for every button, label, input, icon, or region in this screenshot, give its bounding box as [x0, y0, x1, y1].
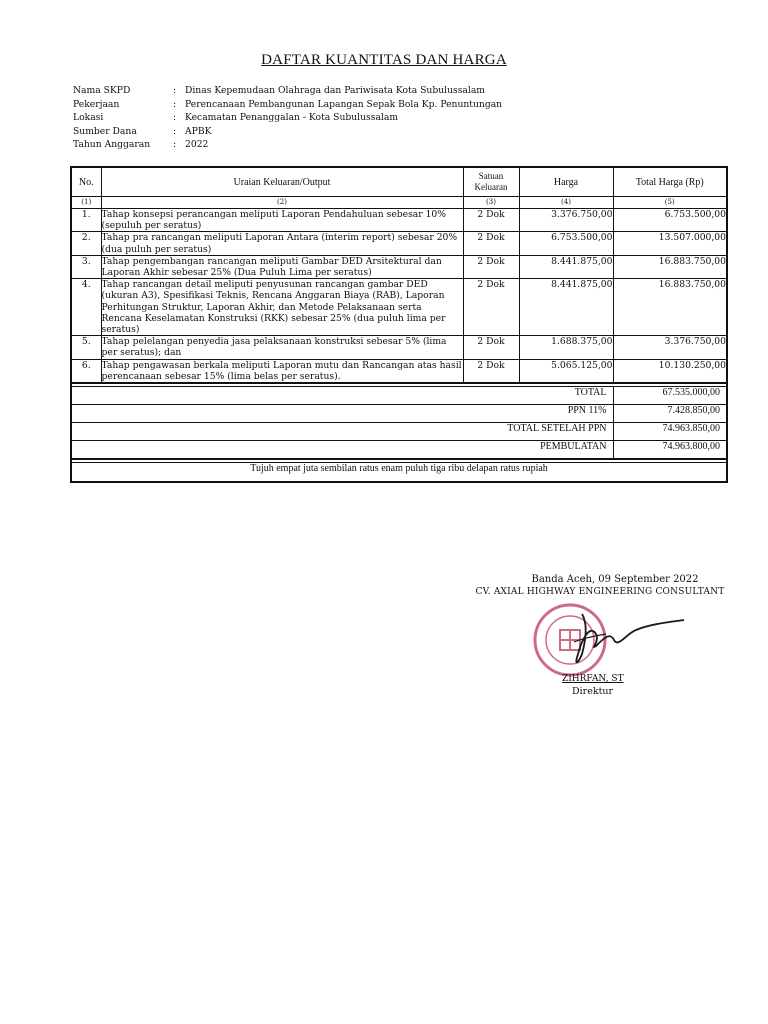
project-info — [73, 84, 502, 152]
info-row-skpd — [73, 84, 502, 98]
info-value: Dinas Kepemudaan Olahraga dan Pariwisata Kota Subulussalam — [185, 85, 486, 96]
table-row — [71, 336, 727, 359]
column-number: (2) — [101, 197, 463, 209]
table-row — [71, 209, 727, 232]
row-number: 5. — [71, 336, 101, 359]
row-unit: 2 Dok — [463, 209, 519, 232]
info-value: 2022 — [185, 139, 209, 150]
row-total: 3.376.750,00 — [613, 336, 727, 359]
header-unit: Satuan Keluaran — [463, 167, 519, 197]
row-description: Tahap pra rancangan meliputi Laporan Antara (interim report) sebesar 20% (dua puluh per seratus) — [101, 232, 463, 255]
row-description: Tahap rancangan detail meliputi penyusunan rancangan gambar DED (ukuran A3), Spesifikasi Teknis, Rencana Anggaran Biaya (RAB), Laporan Perhitungan Struktur, Laporan Akhir, dan Metode Pelaksanaan serta Rencana Keselamatan Konstruksi (RKK) sebesar 25% (dua puluh lima per seratus) — [101, 279, 463, 336]
info-label: Pekerjaan — [73, 98, 120, 110]
summary-row-total-after-ppn — [71, 423, 727, 441]
amount-in-words-row — [71, 463, 727, 483]
header-total: Total Harga (Rp) — [613, 167, 727, 197]
info-separator: : — [173, 125, 177, 137]
row-total: 16.883.750,00 — [613, 255, 727, 278]
column-number: (1) — [71, 197, 101, 209]
row-number: 4. — [71, 279, 101, 336]
row-total: 13.507.000,00 — [613, 232, 727, 255]
info-value: Perencanaan Pembangunan Lapangan Sepak Bola Kp. Penuntungan — [185, 98, 503, 110]
info-label: Lokasi — [73, 112, 104, 123]
company-name: CV. AXIAL HIGHWAY ENGINEERING CONSULTANT — [475, 587, 725, 597]
summary-label: PEMBULATAN — [71, 441, 613, 460]
summary-label: TOTAL — [71, 387, 613, 405]
info-row-pekerjaan — [73, 98, 502, 112]
info-separator: : — [173, 85, 177, 96]
summary-value: 67.535.000,00 — [613, 387, 727, 405]
column-number: (5) — [613, 197, 727, 209]
summary-value: 74.963.800,00 — [613, 441, 727, 460]
summary-value: 74.963.850,00 — [613, 423, 727, 441]
amount-in-words: Tujuh empat juta sembilan ratus enam puluh tiga ribu delapan ratus rupiah — [71, 463, 727, 483]
place-date: Banda Aceh, 09 September 2022 — [531, 574, 699, 585]
header-no: No. — [71, 167, 101, 197]
info-row-tahun-anggaran — [73, 138, 502, 152]
info-separator: : — [173, 139, 177, 150]
column-number-row — [71, 197, 727, 209]
summary-value: 7.428.850,00 — [613, 405, 727, 423]
signatory-role: Direktur — [572, 686, 614, 697]
row-total: 10.130.250,00 — [613, 359, 727, 383]
row-unit: 2 Dok — [463, 359, 519, 383]
table-header-row — [71, 167, 727, 197]
row-price: 5.065.125,00 — [519, 359, 613, 383]
row-number: 6. — [71, 359, 101, 383]
table-row — [71, 255, 727, 278]
row-number: 3. — [71, 255, 101, 278]
document-title: DAFTAR KUANTITAS DAN HARGA — [261, 52, 507, 68]
row-price: 6.753.500,00 — [519, 232, 613, 255]
header-price: Harga — [519, 167, 613, 197]
row-unit: 2 Dok — [463, 255, 519, 278]
table-row — [71, 359, 727, 383]
summary-row-rounding — [71, 441, 727, 460]
row-unit: 2 Dok — [463, 279, 519, 336]
company-stamp — [535, 605, 605, 675]
header-description: Uraian Keluaran/Output — [101, 167, 463, 197]
row-unit: 2 Dok — [463, 336, 519, 359]
info-label: Tahun Anggaran — [73, 139, 151, 150]
signature-scribble — [576, 614, 684, 662]
info-separator: : — [173, 98, 177, 110]
signature-block — [470, 574, 730, 697]
row-price: 3.376.750,00 — [519, 209, 613, 232]
row-total: 6.753.500,00 — [613, 209, 727, 232]
info-row-lokasi — [73, 111, 502, 125]
row-description: Tahap pelelangan penyedia jasa pelaksanaan konstruksi sebesar 5% (lima per seratus); dan — [101, 336, 463, 359]
row-unit: 2 Dok — [463, 232, 519, 255]
summary-row-ppn — [71, 405, 727, 423]
summary-label: PPN 11% — [71, 405, 613, 423]
row-description: Tahap pengembangan rancangan meliputi Gambar DED Arsitektural dan Laporan Akhir sebesar 25% (Dua Puluh Lima per seratus) — [101, 255, 463, 278]
column-number: (3) — [463, 197, 519, 209]
column-number: (4) — [519, 197, 613, 209]
info-value: Kecamatan Penanggalan - Kota Subulussalam — [185, 112, 399, 123]
info-row-sumber-dana — [73, 125, 502, 139]
summary-row-total — [71, 387, 727, 405]
info-label: Nama SKPD — [73, 85, 131, 96]
summary-label: TOTAL SETELAH PPN — [71, 423, 613, 441]
info-value: APBK — [185, 125, 212, 137]
row-price: 8.441.875,00 — [519, 279, 613, 336]
signatory-name: ZIHRFAN, ST — [562, 674, 624, 684]
row-number: 1. — [71, 209, 101, 232]
info-separator: : — [173, 112, 177, 123]
row-total: 16.883.750,00 — [613, 279, 727, 336]
row-price: 8.441.875,00 — [519, 255, 613, 278]
quantity-price-table — [70, 166, 728, 483]
table-row — [71, 279, 727, 336]
row-description: Tahap pengawasan berkala meliputi Laporan mutu dan Rancangan atas hasil perencanaan sebesar 15% (lima belas per seratus). — [101, 359, 462, 382]
row-description: Tahap konsepsi perancangan meliputi Laporan Pendahuluan sebesar 10% (sepuluh per seratus) — [101, 209, 463, 232]
table-row — [71, 232, 727, 255]
row-number: 2. — [71, 232, 101, 255]
row-price: 1.688.375,00 — [519, 336, 613, 359]
info-label: Sumber Dana — [73, 125, 137, 137]
